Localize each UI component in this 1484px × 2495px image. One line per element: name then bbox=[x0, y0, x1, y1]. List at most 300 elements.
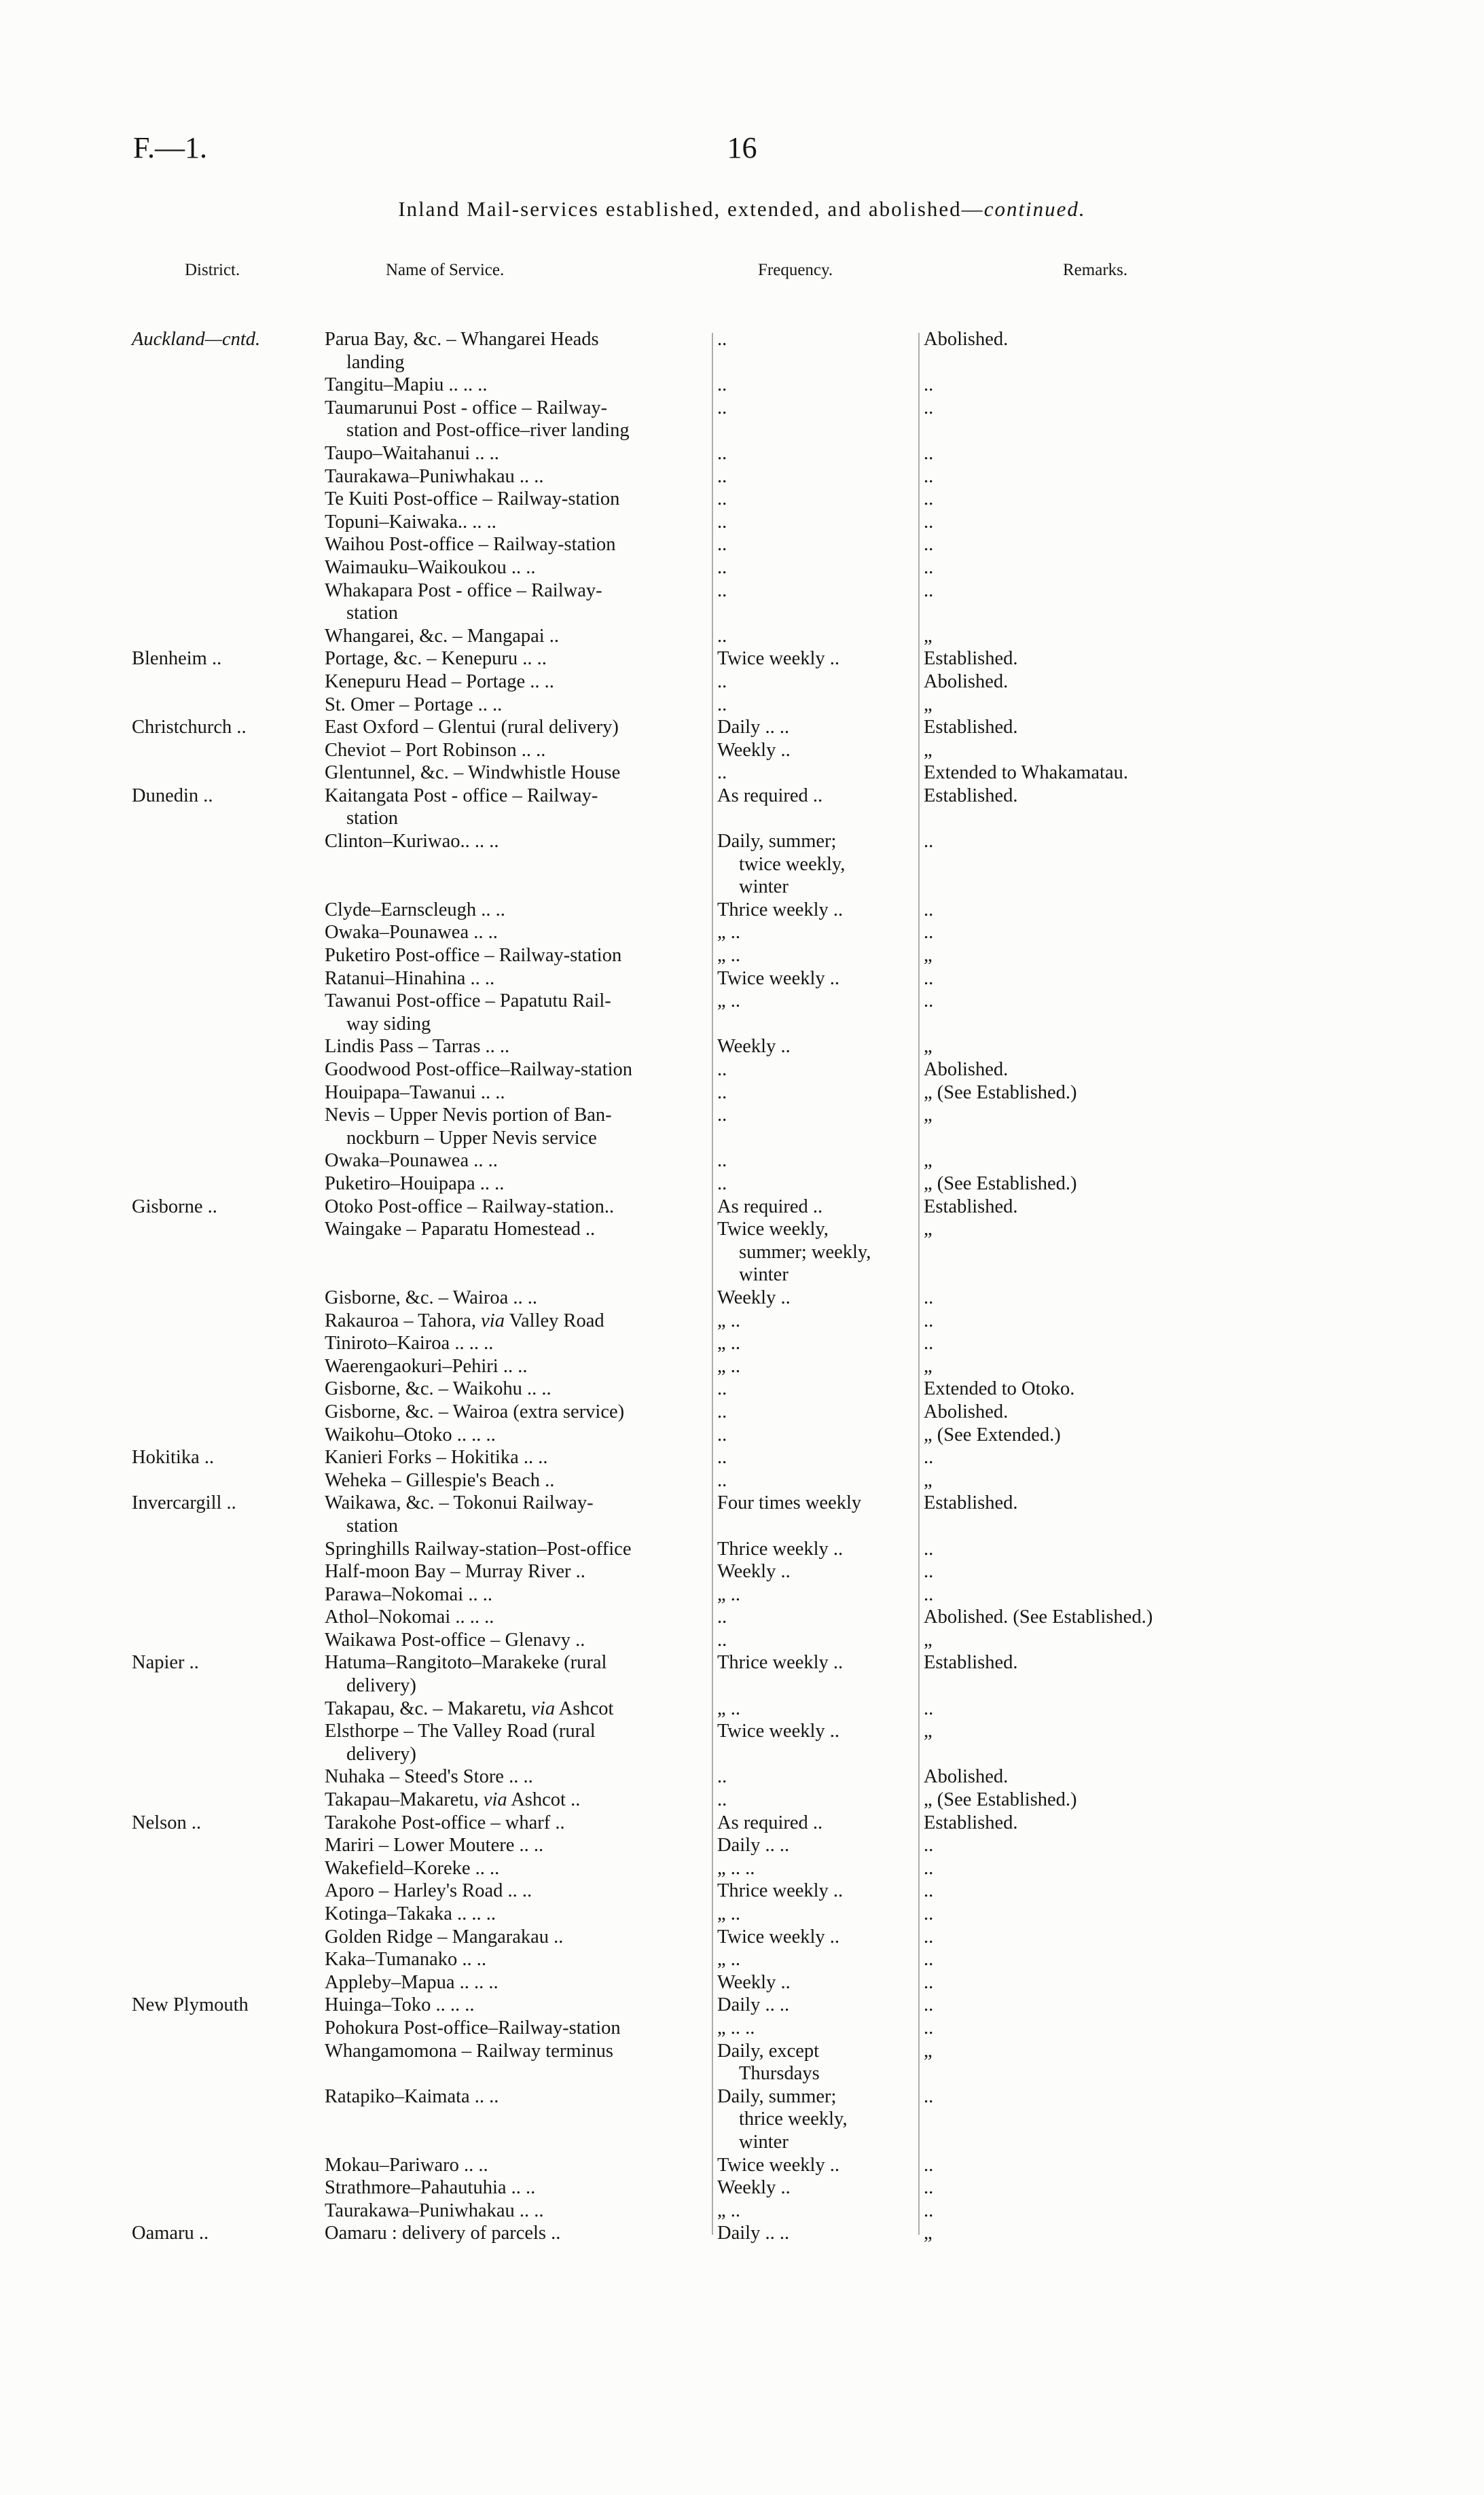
table-row bbox=[0, 1332, 1484, 1355]
remarks-cell bbox=[924, 1287, 1440, 1310]
remarks-cell bbox=[924, 2154, 1440, 2177]
frequency-cell-line: „ .. bbox=[717, 1355, 741, 1377]
service-name-cell bbox=[325, 1812, 705, 1835]
frequency-cell bbox=[717, 785, 921, 808]
service-name-cell-line: Parua Bay, &c. – Whangarei Heads bbox=[325, 329, 599, 350]
remarks-cell bbox=[924, 1789, 1440, 1812]
frequency-cell bbox=[717, 2017, 921, 2040]
frequency-cell-line: Twice weekly .. bbox=[717, 1721, 840, 1742]
table-row bbox=[0, 967, 1484, 990]
table-row bbox=[0, 1492, 1484, 1537]
table-row bbox=[0, 465, 1484, 488]
frequency-cell-line: „ .. bbox=[717, 2200, 741, 2221]
table-row bbox=[0, 2176, 1484, 2200]
frequency-cell-line: .. bbox=[717, 442, 727, 464]
frequency-cell-line: .. bbox=[717, 374, 727, 396]
service-name-cell bbox=[325, 2154, 705, 2177]
remarks-cell-line: „ bbox=[924, 739, 933, 761]
service-name-cell-line: Springhills Railway-station–Post-office bbox=[325, 1538, 632, 1560]
remarks-cell-line: .. bbox=[924, 511, 934, 533]
service-name-cell bbox=[325, 647, 705, 670]
remarks-cell-line: „ bbox=[924, 1629, 933, 1651]
frequency-cell-line: „ .. bbox=[717, 1698, 741, 1719]
service-name-cell-line: Clinton–Kuriwao.. .. .. bbox=[325, 831, 499, 852]
remarks-cell-line: .. bbox=[924, 899, 934, 920]
remarks-cell bbox=[924, 899, 1440, 922]
frequency-cell-line: .. bbox=[717, 1172, 727, 1194]
frequency-cell bbox=[717, 1834, 921, 1857]
frequency-cell-line: „ .. .. bbox=[717, 2017, 755, 2039]
table-row bbox=[0, 1104, 1484, 1149]
column-header-frequency: Frequency. bbox=[758, 261, 833, 279]
service-name-cell bbox=[325, 1424, 705, 1447]
service-name-cell-line: Ratanui–Hinahina .. .. bbox=[325, 967, 495, 989]
frequency-cell-line: „ .. bbox=[717, 1333, 741, 1354]
remarks-cell-line: Abolished. bbox=[924, 1059, 1009, 1081]
remarks-cell-line: „ bbox=[924, 625, 933, 647]
service-name-cell-line: Aporo – Harley's Road .. .. bbox=[325, 1880, 532, 1902]
remarks-cell-line: .. bbox=[924, 534, 934, 556]
remarks-cell-line: „ bbox=[924, 945, 933, 967]
service-name-cell-line: Tawanui Post-office – Papatutu Rail- bbox=[325, 990, 611, 1012]
table-row bbox=[0, 1583, 1484, 1607]
district-cell: Hokitika .. bbox=[132, 1447, 215, 1469]
service-name-cell-line: Pohokura Post-office–Railway-station bbox=[325, 2017, 621, 2039]
frequency-cell-line: .. bbox=[717, 465, 727, 487]
remarks-cell-line: Established. bbox=[924, 1812, 1018, 1833]
frequency-cell bbox=[717, 533, 921, 556]
service-name-cell bbox=[325, 1903, 705, 1926]
frequency-cell-line: winter bbox=[739, 2131, 789, 2153]
service-name-cell-line: delivery) bbox=[346, 1743, 416, 1765]
frequency-cell bbox=[717, 1310, 921, 1333]
service-name-cell-line: way siding bbox=[346, 1013, 431, 1035]
service-table bbox=[0, 328, 1484, 2245]
service-name-cell-line: Taumarunui Post - office – Railway- bbox=[325, 397, 608, 418]
service-name-cell-line: Oamaru : delivery of parcels .. bbox=[325, 2223, 561, 2244]
service-name-cell-line: Clyde–Earnscleugh .. .. bbox=[325, 899, 505, 920]
table-row bbox=[0, 761, 1484, 785]
remarks-cell bbox=[924, 1971, 1440, 1994]
table-row bbox=[0, 670, 1484, 694]
frequency-cell-line: As required .. bbox=[717, 1812, 823, 1833]
remarks-cell-line: „ bbox=[924, 1150, 933, 1172]
table-title bbox=[0, 197, 1484, 221]
frequency-cell bbox=[717, 1583, 921, 1607]
service-name-cell bbox=[325, 1355, 705, 1378]
remarks-cell bbox=[924, 1378, 1440, 1401]
frequency-cell bbox=[717, 2085, 921, 2154]
remarks-cell-line: .. bbox=[924, 374, 934, 396]
table-row bbox=[0, 1196, 1484, 1219]
frequency-cell-line: „ .. bbox=[717, 1583, 741, 1605]
service-name-cell-line: Parawa–Nokomai .. .. bbox=[325, 1583, 492, 1605]
frequency-cell-line: .. bbox=[717, 1401, 727, 1422]
remarks-cell-line: Established. bbox=[924, 785, 1018, 806]
service-name-cell-line: Whakapara Post - office – Railway- bbox=[325, 579, 602, 601]
remarks-cell bbox=[924, 785, 1440, 808]
remarks-cell bbox=[924, 1149, 1440, 1172]
table-row bbox=[0, 1880, 1484, 1903]
frequency-cell bbox=[717, 1058, 921, 1081]
remarks-cell bbox=[924, 1765, 1440, 1789]
remarks-cell-line: .. bbox=[924, 442, 934, 464]
remarks-cell-line: Abolished. bbox=[924, 329, 1009, 350]
frequency-cell-line: Daily .. .. bbox=[717, 2223, 790, 2244]
remarks-cell bbox=[924, 1903, 1440, 1926]
frequency-cell bbox=[717, 716, 921, 739]
frequency-cell-line: .. bbox=[717, 534, 727, 556]
frequency-cell bbox=[717, 1492, 921, 1515]
service-name-cell bbox=[325, 785, 705, 830]
remarks-cell bbox=[924, 694, 1440, 717]
frequency-cell bbox=[717, 1469, 921, 1492]
remarks-cell-line: .. bbox=[924, 1333, 934, 1354]
frequency-cell bbox=[717, 1606, 921, 1629]
table-row bbox=[0, 1172, 1484, 1196]
service-name-cell-line: East Oxford – Glentui (rural delivery) bbox=[325, 717, 619, 738]
remarks-cell bbox=[924, 1560, 1440, 1583]
service-name-cell-line: Athol–Nokomai .. .. .. bbox=[325, 1607, 494, 1628]
service-name-cell bbox=[325, 1720, 705, 1765]
service-name-cell bbox=[325, 1104, 705, 1149]
service-name-cell bbox=[325, 2017, 705, 2040]
frequency-cell bbox=[717, 944, 921, 967]
table-row bbox=[0, 1058, 1484, 1081]
remarks-cell bbox=[924, 1218, 1440, 1241]
remarks-cell-line: Extended to Whakamatau. bbox=[924, 762, 1128, 784]
frequency-cell-line: .. bbox=[717, 1378, 727, 1400]
table-row bbox=[0, 694, 1484, 717]
frequency-cell bbox=[717, 1172, 921, 1196]
service-name-cell-line: Otoko Post-office – Railway-station.. bbox=[325, 1196, 615, 1217]
frequency-cell bbox=[717, 1081, 921, 1105]
district-cell: Gisborne .. bbox=[132, 1196, 217, 1217]
service-name-cell bbox=[325, 579, 705, 625]
remarks-cell bbox=[924, 1355, 1440, 1378]
frequency-cell bbox=[717, 2176, 921, 2200]
service-name-cell bbox=[325, 397, 705, 442]
frequency-cell-line: „ .. .. bbox=[717, 1857, 755, 1879]
frequency-cell-line: Daily .. .. bbox=[717, 1835, 790, 1856]
service-name-cell bbox=[325, 1834, 705, 1857]
frequency-cell bbox=[717, 1401, 921, 1424]
service-name-cell bbox=[325, 374, 705, 397]
table-row bbox=[0, 1149, 1484, 1172]
service-name-cell-line: station and Post-office–river landing bbox=[346, 420, 630, 442]
frequency-cell-line: .. bbox=[717, 625, 727, 647]
frequency-cell-line: .. bbox=[717, 1059, 727, 1081]
frequency-cell-line: .. bbox=[717, 329, 727, 350]
service-name-cell bbox=[325, 739, 705, 762]
table-row bbox=[0, 1081, 1484, 1105]
table-row bbox=[0, 374, 1484, 397]
remarks-cell-line: „ (See Established.) bbox=[924, 1081, 1077, 1103]
district-cell: New Plymouth bbox=[132, 1994, 249, 2016]
remarks-cell bbox=[924, 2085, 1440, 2108]
service-name-cell bbox=[325, 488, 705, 511]
table-row bbox=[0, 1812, 1484, 1835]
frequency-cell bbox=[717, 1812, 921, 1835]
service-name-cell bbox=[325, 921, 705, 944]
service-name-cell-line: Ratapiko–Kaimata .. .. bbox=[325, 2085, 499, 2107]
column-header-remarks: Remarks. bbox=[1063, 261, 1128, 279]
remarks-cell bbox=[924, 2222, 1440, 2245]
service-name-cell-line: Kaitangata Post - office – Railway- bbox=[325, 785, 598, 806]
frequency-cell bbox=[717, 2200, 921, 2223]
service-name-cell-line: Owaka–Pounawea .. .. bbox=[325, 1150, 498, 1172]
service-name-cell bbox=[325, 1332, 705, 1355]
service-name-cell-line: Waimauku–Waikoukou .. .. bbox=[325, 556, 536, 578]
remarks-cell bbox=[924, 1538, 1440, 1561]
remarks-cell-line: .. bbox=[924, 1880, 934, 1902]
frequency-cell bbox=[717, 2222, 921, 2245]
frequency-cell-line: Four times weekly bbox=[717, 1492, 862, 1514]
frequency-cell-line: .. bbox=[717, 556, 727, 578]
frequency-cell bbox=[717, 1149, 921, 1172]
service-name-cell bbox=[325, 1698, 705, 1721]
remarks-cell bbox=[924, 1994, 1440, 2017]
service-name-cell-line: Huinga–Toko .. .. .. bbox=[325, 1994, 475, 2016]
service-name-cell-line: Waihou Post-office – Railway-station bbox=[325, 534, 616, 556]
table-row bbox=[0, 397, 1484, 442]
service-name-cell-line: Portage, &c. – Kenepuru .. .. bbox=[325, 648, 547, 670]
table-row bbox=[0, 1310, 1484, 1333]
frequency-cell-line: „ .. bbox=[717, 922, 741, 944]
column-header-name: Name of Service. bbox=[386, 261, 505, 279]
service-name-cell-line: Waingake – Paparatu Homestead .. bbox=[325, 1219, 596, 1240]
remarks-cell-line: „ bbox=[924, 1355, 933, 1377]
service-name-cell-line: landing bbox=[346, 351, 405, 373]
remarks-cell bbox=[924, 1196, 1440, 1219]
remarks-cell-line: .. bbox=[924, 1926, 934, 1947]
service-name-cell-line: Elsthorpe – The Valley Road (rural bbox=[325, 1721, 596, 1742]
frequency-cell bbox=[717, 967, 921, 990]
frequency-cell bbox=[717, 1446, 921, 1469]
frequency-cell bbox=[717, 694, 921, 717]
table-row bbox=[0, 1469, 1484, 1492]
remarks-cell bbox=[924, 761, 1440, 785]
frequency-cell-line: thrice weekly, bbox=[739, 2108, 848, 2130]
table-row bbox=[0, 716, 1484, 739]
remarks-cell bbox=[924, 1332, 1440, 1355]
remarks-cell bbox=[924, 1857, 1440, 1880]
service-name-cell bbox=[325, 1310, 705, 1333]
table-row bbox=[0, 533, 1484, 556]
service-name-cell bbox=[325, 670, 705, 694]
service-name-cell bbox=[325, 1287, 705, 1310]
remarks-cell bbox=[924, 921, 1440, 944]
frequency-cell bbox=[717, 556, 921, 579]
table-row bbox=[0, 1971, 1484, 1994]
table-row bbox=[0, 1355, 1484, 1378]
remarks-cell-line: .. bbox=[924, 1287, 934, 1308]
remarks-cell bbox=[924, 1424, 1440, 1447]
service-name-cell-line: Gisborne, &c. – Waikohu .. .. bbox=[325, 1378, 551, 1400]
service-name-cell bbox=[325, 1606, 705, 1629]
service-name-cell-line: station bbox=[346, 603, 398, 624]
table-row bbox=[0, 990, 1484, 1035]
frequency-cell-line: Daily, except bbox=[717, 2040, 820, 2062]
frequency-cell-line: .. bbox=[717, 397, 727, 418]
frequency-cell bbox=[717, 625, 921, 648]
remarks-cell bbox=[924, 1469, 1440, 1492]
frequency-cell bbox=[717, 1538, 921, 1561]
table-row bbox=[0, 1629, 1484, 1652]
service-name-cell bbox=[325, 1058, 705, 1081]
frequency-cell-line: winter bbox=[739, 1264, 789, 1286]
frequency-cell bbox=[717, 1880, 921, 1903]
frequency-cell-line: Weekly .. bbox=[717, 1971, 791, 1993]
table-row bbox=[0, 442, 1484, 465]
frequency-cell-line: .. bbox=[717, 694, 727, 715]
table-row bbox=[0, 944, 1484, 967]
table-row bbox=[0, 488, 1484, 511]
remarks-cell-line: .. bbox=[924, 2017, 934, 2039]
table-row bbox=[0, 2085, 1484, 2154]
frequency-cell bbox=[717, 1035, 921, 1058]
remarks-cell-line: Established. bbox=[924, 648, 1018, 670]
service-name-cell bbox=[325, 694, 705, 717]
service-name-cell-line: delivery) bbox=[346, 1675, 416, 1697]
remarks-cell bbox=[924, 2176, 1440, 2200]
frequency-cell-line: Daily, summer; bbox=[717, 831, 837, 852]
service-name-cell bbox=[325, 1948, 705, 1971]
table-row bbox=[0, 830, 1484, 899]
remarks-cell-line: .. bbox=[924, 556, 934, 578]
remarks-cell bbox=[924, 2040, 1440, 2063]
remarks-cell-line: Extended to Otoko. bbox=[924, 1378, 1075, 1400]
service-name-cell bbox=[325, 1035, 705, 1058]
frequency-cell bbox=[717, 488, 921, 511]
frequency-cell bbox=[717, 1765, 921, 1789]
service-name-cell bbox=[325, 556, 705, 579]
remarks-cell bbox=[924, 1651, 1440, 1674]
service-name-cell-line: Tarakohe Post-office – wharf .. bbox=[325, 1812, 565, 1833]
service-name-cell bbox=[325, 1469, 705, 1492]
frequency-cell-line: Thrice weekly .. bbox=[717, 1880, 844, 1902]
frequency-cell-line: .. bbox=[717, 1081, 727, 1103]
remarks-cell bbox=[924, 1310, 1440, 1333]
remarks-cell bbox=[924, 465, 1440, 488]
remarks-cell-line: „ bbox=[924, 1036, 933, 1058]
table-row bbox=[0, 1789, 1484, 1812]
service-name-cell bbox=[325, 1378, 705, 1401]
service-name-cell-line: Tangitu–Mapiu .. .. .. bbox=[325, 374, 488, 396]
frequency-cell-line: .. bbox=[717, 1447, 727, 1469]
service-name-cell bbox=[325, 625, 705, 648]
service-name-cell bbox=[325, 1196, 705, 1219]
service-name-cell-line: Golden Ridge – Mangarakau .. bbox=[325, 1926, 564, 1947]
service-name-cell-line: Goodwood Post-office–Railway-station bbox=[325, 1059, 633, 1081]
frequency-cell-line: .. bbox=[717, 1150, 727, 1172]
frequency-cell bbox=[717, 1218, 921, 1287]
table-row bbox=[0, 1926, 1484, 1949]
remarks-cell-line: .. bbox=[924, 1583, 934, 1605]
remarks-cell bbox=[924, 397, 1440, 420]
remarks-cell-line: .. bbox=[924, 1835, 934, 1856]
remarks-cell-line: „ (See Established.) bbox=[924, 1789, 1077, 1811]
frequency-cell-line: Weekly .. bbox=[717, 1561, 791, 1583]
frequency-cell bbox=[717, 1971, 921, 1994]
frequency-cell bbox=[717, 1651, 921, 1674]
service-name-cell-line: Kanieri Forks – Hokitika .. .. bbox=[325, 1447, 548, 1469]
remarks-cell bbox=[924, 716, 1440, 739]
frequency-cell-line: As required .. bbox=[717, 785, 823, 806]
table-row bbox=[0, 1994, 1484, 2017]
service-name-cell-line: Houipapa–Tawanui .. .. bbox=[325, 1081, 505, 1103]
frequency-cell bbox=[717, 328, 921, 351]
remarks-cell bbox=[924, 556, 1440, 579]
service-name-cell bbox=[325, 1880, 705, 1903]
remarks-cell-line: .. bbox=[924, 1903, 934, 1924]
service-name-cell bbox=[325, 1172, 705, 1196]
district-cell: Invercargill .. bbox=[132, 1492, 236, 1514]
district-cell: Nelson .. bbox=[132, 1812, 202, 1833]
frequency-cell-line: .. bbox=[717, 488, 727, 510]
frequency-cell bbox=[717, 1355, 921, 1378]
table-row bbox=[0, 328, 1484, 374]
frequency-cell-line: „ .. bbox=[717, 1949, 741, 1971]
frequency-cell bbox=[717, 2040, 921, 2085]
remarks-cell bbox=[924, 1880, 1440, 1903]
service-name-cell-line: Waerengaokuri–Pehiri .. .. bbox=[325, 1355, 528, 1377]
table-row bbox=[0, 1765, 1484, 1789]
frequency-cell bbox=[717, 1994, 921, 2017]
service-name-cell-line: Whangamomona – Railway terminus bbox=[325, 2040, 614, 2062]
frequency-cell bbox=[717, 1629, 921, 1652]
service-name-cell bbox=[325, 761, 705, 785]
service-name-cell bbox=[325, 1651, 705, 1697]
remarks-cell bbox=[924, 1081, 1440, 1105]
frequency-cell-line: .. bbox=[717, 1607, 727, 1628]
service-name-cell bbox=[325, 1446, 705, 1469]
service-name-cell bbox=[325, 2040, 705, 2063]
remarks-cell bbox=[924, 1583, 1440, 1607]
service-name-cell-line: Glentunnel, &c. – Windwhistle House bbox=[325, 762, 621, 784]
frequency-cell-line: twice weekly, bbox=[739, 853, 846, 875]
frequency-cell-line: winter bbox=[739, 876, 789, 898]
remarks-cell bbox=[924, 967, 1440, 990]
table-row bbox=[0, 2200, 1484, 2223]
table-row bbox=[0, 1424, 1484, 1447]
frequency-cell-line: Weekly .. bbox=[717, 1036, 791, 1058]
service-name-cell-line: Taurakawa–Puniwhakau .. .. bbox=[325, 2200, 544, 2221]
frequency-cell-line: „ .. bbox=[717, 990, 741, 1012]
frequency-cell bbox=[717, 1857, 921, 1880]
service-name-cell-line: Takapau–Makaretu, via Ashcot .. bbox=[325, 1789, 581, 1811]
table-row bbox=[0, 1446, 1484, 1469]
service-name-cell-line: station bbox=[346, 1515, 398, 1537]
frequency-cell-line: summer; weekly, bbox=[739, 1241, 871, 1263]
remarks-cell bbox=[924, 533, 1440, 556]
remarks-cell-line: .. bbox=[924, 1857, 934, 1879]
table-row bbox=[0, 921, 1484, 944]
remarks-cell-line: .. bbox=[924, 990, 934, 1012]
service-name-cell bbox=[325, 533, 705, 556]
remarks-cell-line: .. bbox=[924, 2154, 934, 2176]
frequency-cell-line: Thrice weekly .. bbox=[717, 1538, 844, 1560]
table-row bbox=[0, 899, 1484, 922]
service-name-cell bbox=[325, 1149, 705, 1172]
remarks-cell bbox=[924, 1812, 1440, 1835]
remarks-cell-line: Abolished. bbox=[924, 670, 1009, 692]
table-row bbox=[0, 1218, 1484, 1287]
table-row bbox=[0, 1651, 1484, 1697]
remarks-cell-line: .. bbox=[924, 1538, 934, 1560]
remarks-cell bbox=[924, 1172, 1440, 1196]
remarks-cell-line: Established. bbox=[924, 1652, 1018, 1674]
